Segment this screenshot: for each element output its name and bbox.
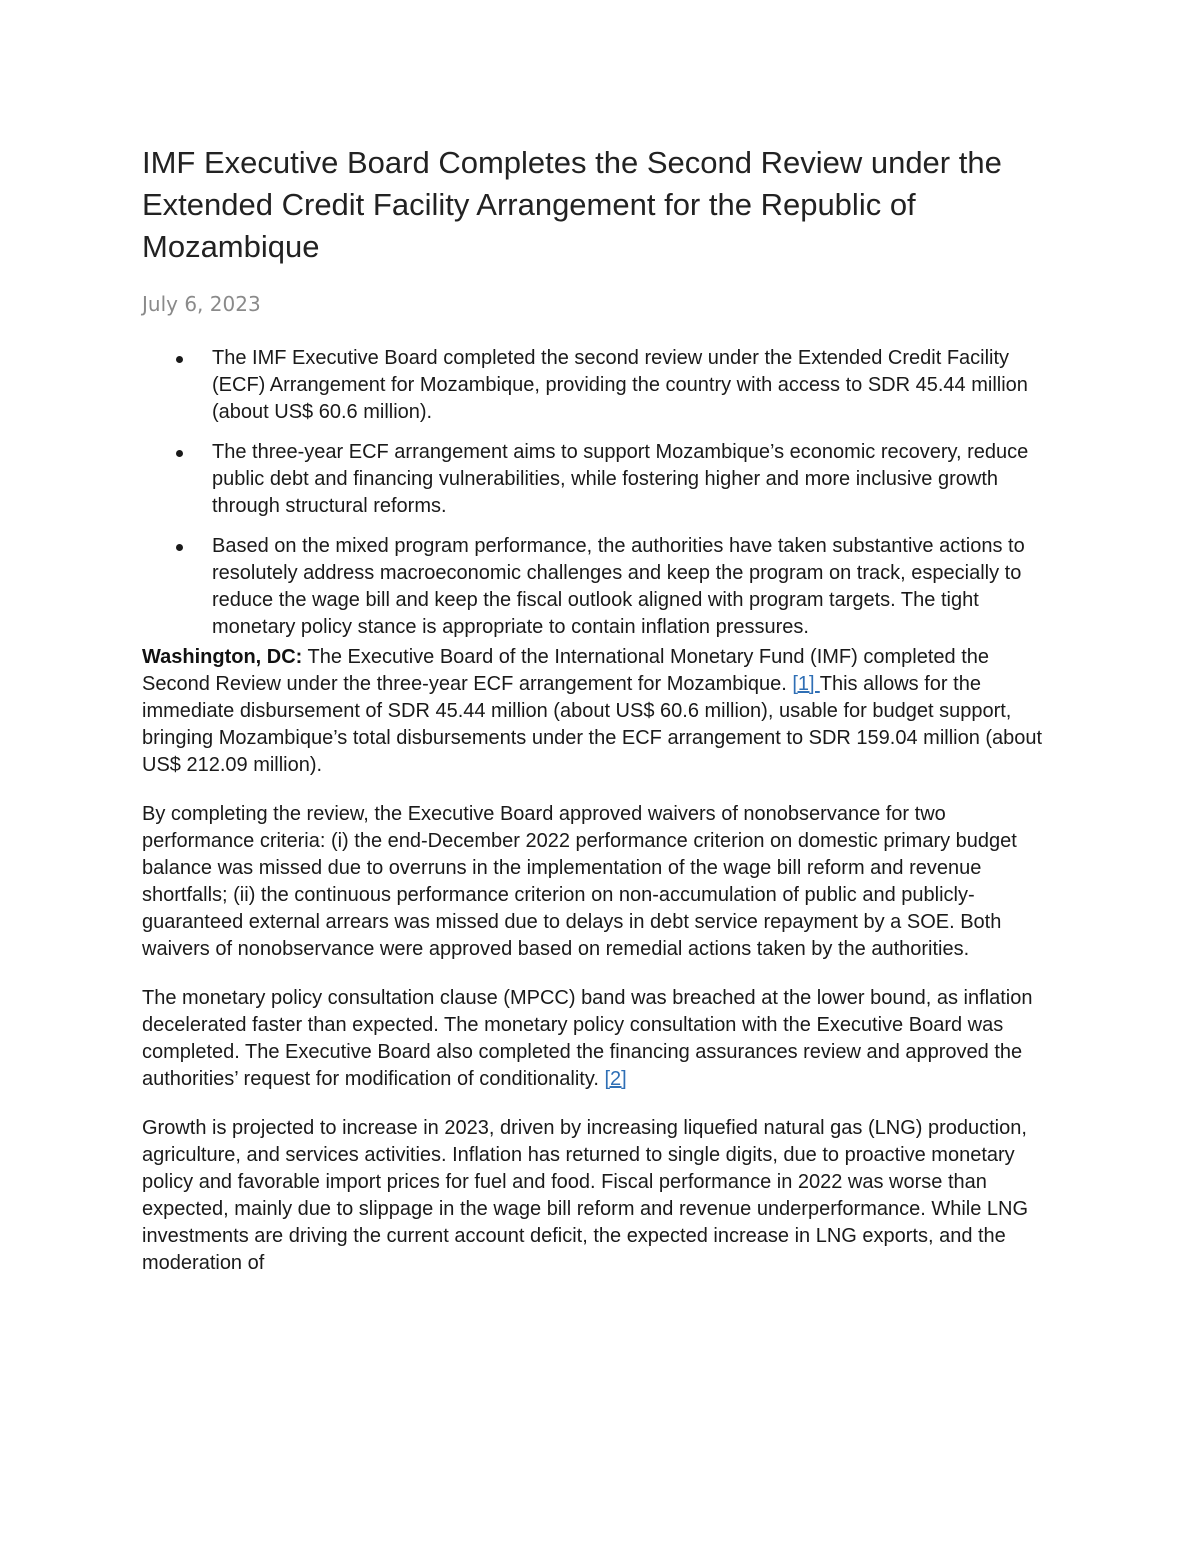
bullet-icon — [176, 450, 183, 457]
paragraph-growth: Growth is projected to increase in 2023, driven by increasing liquefied natural gas (LNG) production, agriculture, and services activities. Inflation has returned to single digits, due to proactive monetary policy and favorable import prices for fuel and food. Fiscal performance in 2022 was worse than expected, mainly due to slippage in the wage bill reform and revenue underperformance. While LNG investments are driving the current account deficit, the expected increase in LNG exports, and the moderation of — [142, 1117, 1029, 1274]
footnote-link-1[interactable]: [1] — [792, 673, 820, 695]
bullet-text: The IMF Executive Board completed the second review under the Extended Credit Facility (ECF) Arrangement for Mozambique, providing the country with access to SDR 45.44 million (about US$ 60.6 million). — [212, 347, 1028, 423]
footnote-link-2[interactable]: [2] — [604, 1068, 627, 1090]
bullet-text: Based on the mixed program performance, the authorities have taken substantive actions to resolutely address macroeconomic challenges and keep the program on track, especially to reduce the wage bill and keep the fiscal outlook aligned with program targets. The tight monetary policy stance is appropriate to contain inflation pressures. — [212, 535, 1025, 638]
bullet-text: The three-year ECF arrangement aims to support Mozambique’s economic recovery, reduce public debt and financing vulnerabilities, while fostering higher and more inclusive growth through structural reforms. — [212, 441, 1029, 517]
paragraph-mpcc — [142, 985, 1062, 1093]
list-item — [142, 533, 1062, 641]
paragraph-text: The Executive Board of the International Monetary Fund (IMF) completed the Second Review under the three-year ECF arrangement for Mozambique. — [142, 646, 989, 695]
bullet-icon — [176, 544, 183, 551]
article-title: IMF Executive Board Completes the Second Review under the Extended Credit Facility Arrangement for the Republic of Mozambique — [142, 145, 1002, 264]
paragraph-washington — [142, 644, 1062, 779]
article-date: July 6, 2023 — [142, 292, 261, 316]
paragraph-waivers: By completing the review, the Executive Board approved waivers of nonobservance for two performance criteria: (i) the end-December 2022 performance criterion on domestic primary budget balance was missed due to overruns in the implementation of the wage bill reform and revenue shortfalls; (ii) the continuous performance criterion on non-accumulation of public and publicly-guaranteed external arrears was missed due to delays in debt service repayment by a SOE. Both waivers of nonobservance were approved based on remedial actions taken by the authorities. — [142, 803, 1017, 960]
document-page — [142, 142, 1062, 1299]
dateline: Washington, DC: — [142, 646, 303, 668]
list-item — [142, 439, 1062, 520]
paragraph-text: The monetary policy consultation clause (MPCC) band was breached at the lower bound, as inflation decelerated faster than expected. The monetary policy consultation with the Executive Board was completed. The Executive Board also completed the financing assurances review and approved the authorities’ request for modification of conditionality. — [142, 987, 1033, 1090]
paragraph-text: This allows for the immediate disbursement of SDR 45.44 million (about US$ 60.6 million), usable for budget support, bringing Mozambique’s total disbursements under the ECF arrangement to SDR 159.04 million (about US$ 212.09 million). — [142, 673, 1043, 776]
list-item — [142, 345, 1062, 426]
bullet-icon — [176, 356, 183, 363]
key-points-list — [142, 345, 1062, 641]
